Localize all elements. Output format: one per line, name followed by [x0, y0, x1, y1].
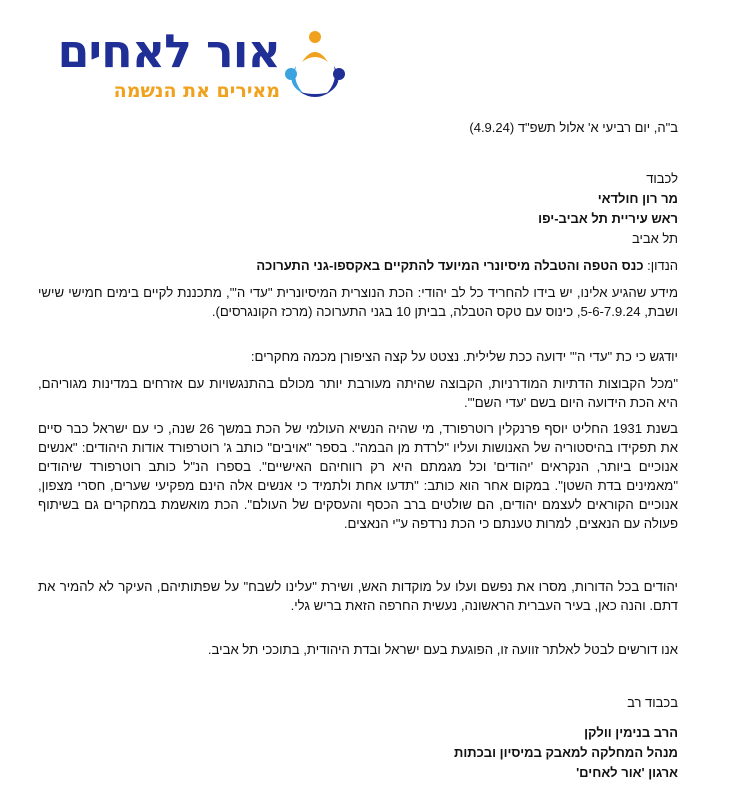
recipient-city: תל אביב: [631, 231, 678, 246]
closing: בכבוד רב: [627, 695, 678, 710]
body-paragraph-5: יהודים בכל הדורות, מסרו את נפשם ועלו על מוקדות האש, ושירת "עלינו לשבח" על שפתותיהם, העיקר לא להמיר את דתם. והנה כאן, בעיר העברית הראשונה, נעשית החרפה הזאת בריש גלי.: [38, 579, 678, 613]
recipient-title: ראש עיריית תל אביב-יפו: [538, 211, 678, 226]
signature-org: ארגון 'אור לאחים': [576, 765, 678, 780]
recipient-salutation: לכבוד: [646, 171, 678, 186]
body-paragraph-4: בשנת 1931 החליט יוסף פרנקלין רוטרפורד, מי שהיה הנשיא העולמי של הכת במשך 26 שנה, כי עם ישראל כבר סיים את תפקידו בהיסטוריה של האנושות ועליו "לרדת מן הבמה". בספר "אויבים" כותב ג' רוטרפורד אודות היהודים: "אנשים אנוכיים ביותר, הנקראים 'יהודים' וכל מגמתם היא רק רווחיהם האישיים". בספרו הנ"ל כותב רוטרפורד שיהודים "מאמינים בדת השטן". במקום אחר הוא כותב: "תדעו אחת ולתמיד כי אנשים אלה הינם מפקיעי שערים, חסרי מצפון, אנוכיים הקוראים לעצמם יהודים, הם שולטים ברב הכסף והעסקים של העולם". הכת מואשמת במחקרים גם בשיתוף פעולה עם הנאצים, למרות טענתם כי הכת נרדפה ע"י הנאצים.: [38, 421, 678, 531]
subject-line: [256, 258, 678, 273]
logo-name: אור לאחים: [57, 24, 280, 78]
letter-date: ב"ה, יום רביעי א' אלול תשפ"ד (4.9.24): [469, 120, 678, 135]
signature-name: הרב בנימין וולקן: [584, 725, 678, 740]
subject-text: כנס הטפה והטבלה מיסיונרי המיועד להתקיים באקספו-גני התערוכה: [256, 258, 644, 273]
people-circle-icon: [282, 28, 348, 100]
organization-logo: [50, 24, 350, 108]
body-paragraph-6: אנו דורשים לבטל לאלתר זוועה זו, הפוגעת בעם ישראל ובדת היהודית, בתוככי תל אביב.: [207, 642, 678, 657]
logo-tagline: מאירים את הנשמה: [113, 80, 280, 102]
recipient-name: מר רון חולדאי: [597, 191, 678, 206]
body-paragraph-2: יודגש כי כת "עדי ה'" ידועה ככת שלילית. נצטט על קצה הציפורן מכמה מחקרים:: [250, 349, 678, 364]
signature-role: מנהל המחלקה למאבק במיסיון ובכתות: [454, 745, 678, 760]
body-paragraph-1: מידע שהגיע אלינו, יש בידו להחריד כל לב יהודי: הכת הנוצרית המיסיונרית "עדי ה'", מתכננת לקיים בימים חמישי שישי ושבת, 5-6-7.9.24, כינוס עם טקס הטבלה, בביתן 10 בגני התערוכה (מרכז הקונגרסים).: [38, 285, 678, 319]
body-paragraph-3: "מכל הקבוצות הדתיות המודרניות, הקבוצה שהיתה מעורבת יותר מכולם בהתנגשויות עם אזרחים במדינות מגוריהם, היא הכת הידועה היום בשם 'עדי השם'".: [38, 376, 678, 410]
subject-prefix: הנדון:: [643, 258, 678, 273]
